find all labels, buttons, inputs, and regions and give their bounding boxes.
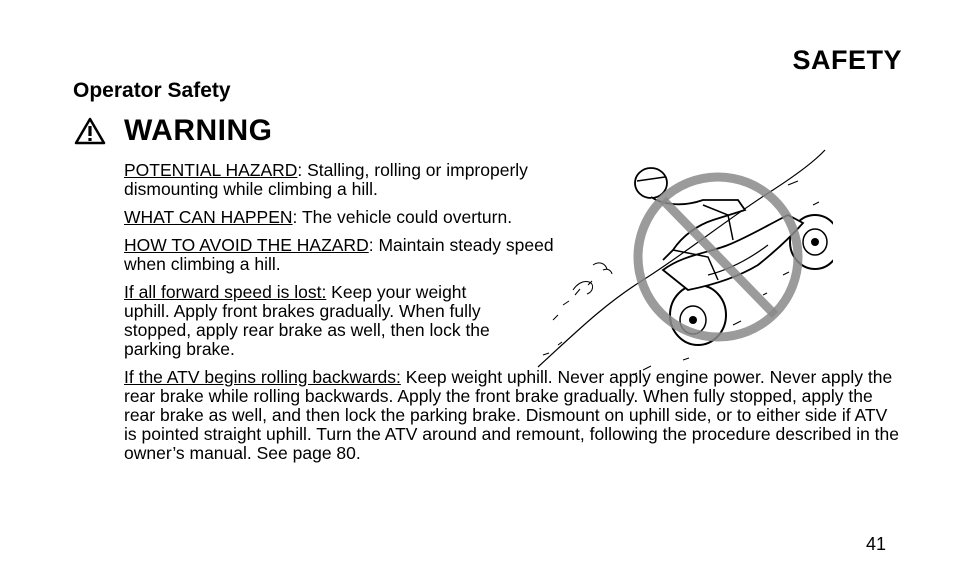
what-can-happen-label: WHAT CAN HAPPEN bbox=[124, 207, 293, 227]
rolling-backwards-label: If the ATV begins rolling backwards: bbox=[124, 367, 401, 387]
potential-hazard-text: : Stalling, rolling or improperly dismounting while climbing a hill. bbox=[124, 160, 528, 199]
how-to-avoid-paragraph bbox=[124, 236, 574, 274]
warning-heading bbox=[74, 114, 273, 148]
potential-hazard-label: POTENTIAL HAZARD bbox=[124, 160, 298, 180]
forward-speed-paragraph bbox=[124, 283, 514, 359]
warning-body bbox=[124, 161, 904, 472]
rolling-backwards-text: Keep weight uphill. Never apply engine power. Never apply the rear brake while rolling backwards. Apply the front brake gradually. When fully stopped, apply the rear brake as well, and then lock the parking brake. Dismount on uphill side, or to either side if ATV is pointed straight uphill. Turn the ATV around and remount, following the procedure described in the owner’s manual. See page 80. bbox=[124, 367, 900, 463]
section-header: SAFETY bbox=[792, 45, 902, 75]
potential-hazard-paragraph bbox=[124, 161, 574, 199]
what-can-happen-text: : The vehicle could overturn. bbox=[292, 207, 513, 227]
warning-triangle-icon bbox=[74, 117, 106, 145]
rolling-backwards-paragraph bbox=[124, 368, 904, 463]
what-can-happen-paragraph bbox=[124, 208, 574, 227]
how-to-avoid-label: HOW TO AVOID THE HAZARD bbox=[124, 235, 369, 255]
forward-speed-label: If all forward speed is lost: bbox=[124, 282, 327, 302]
forward-speed-text: Keep your weight uphill. Apply front brakes gradually. When fully stopped, apply rear brake as well, then lock the parking brake. bbox=[124, 282, 490, 359]
page-number: 41 bbox=[865, 534, 886, 554]
warning-title: WARNING bbox=[124, 114, 273, 147]
how-to-avoid-text: : Maintain steady speed when climbing a hill. bbox=[124, 235, 554, 274]
subsection-title: Operator Safety bbox=[73, 79, 231, 102]
